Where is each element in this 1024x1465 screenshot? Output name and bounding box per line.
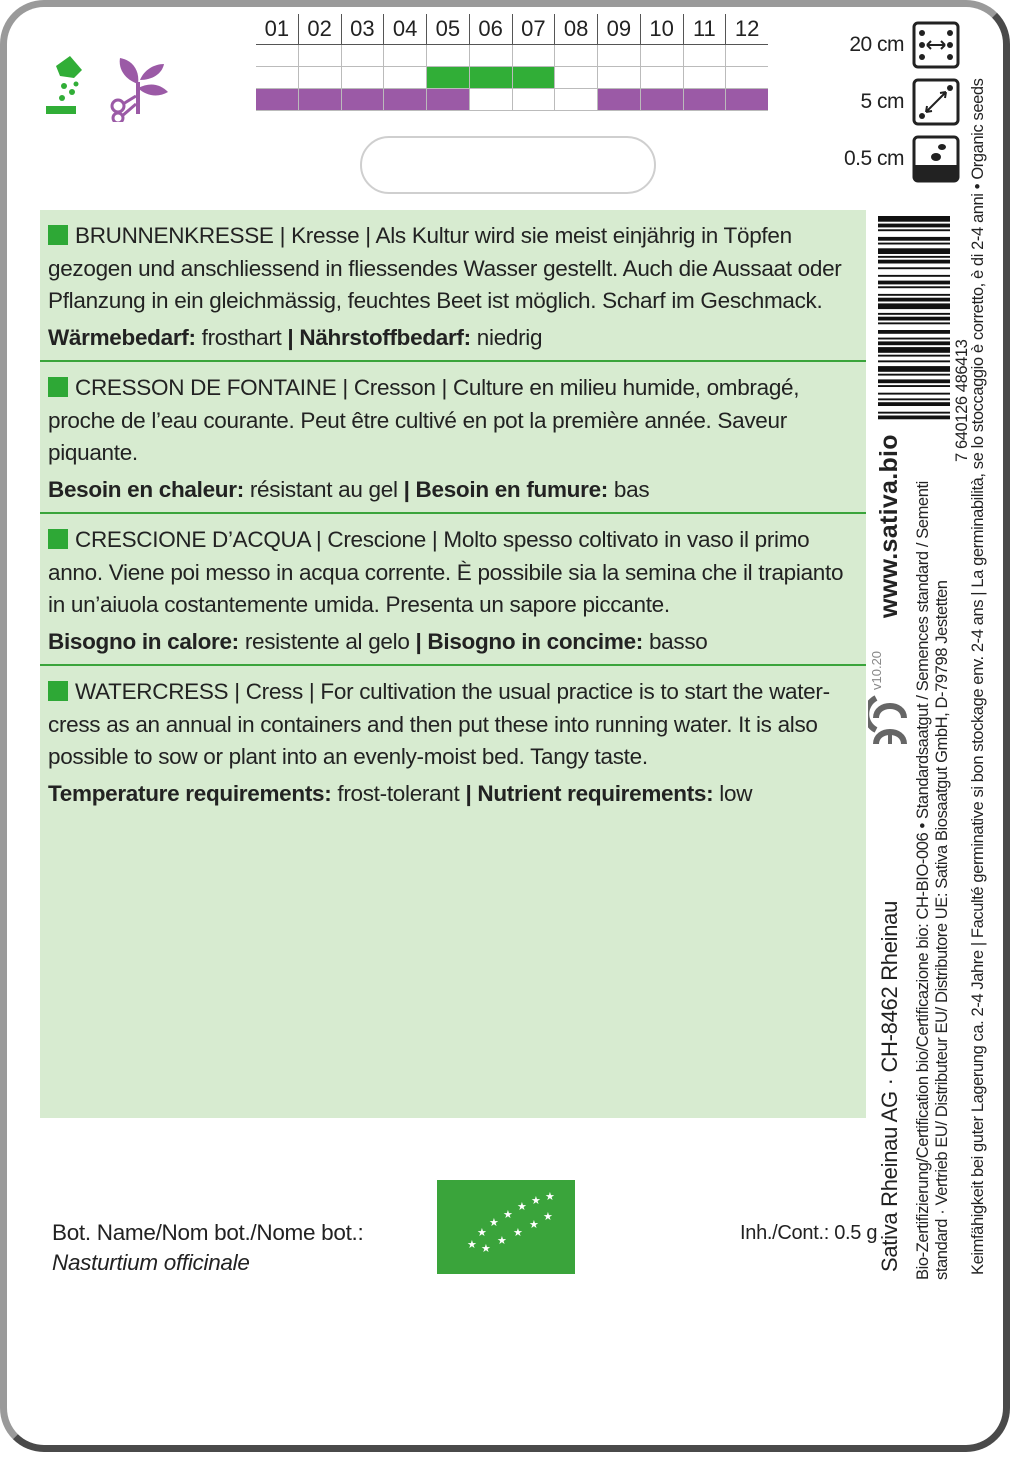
month-label: 03	[341, 14, 384, 44]
germination-info: Keimfähigkeit bei guter Lagerung ca. 2-4 Jahre | Faculté germinative si bon stockage env. 2-4 ans | La germinabilità, se lo stoccaggio è corretto, è di 2-4 anni • Organic seeds	[969, 78, 987, 1275]
eu-star-icon: ★	[467, 1238, 477, 1251]
harvest-cell	[597, 89, 640, 110]
eu-star-icon: ★	[477, 1226, 487, 1239]
harvest-cell	[725, 89, 768, 110]
section-text: CRESCIONE D’ACQUA | Crescione | Molto spesso coltivato in vaso il primo anno. Viene poi messo in acqua corrente. È possibile sia la semina che il trapianto in un’aiuola costantemente umida. Presenta un sapore piccante.	[48, 527, 844, 617]
sowing-cell	[597, 67, 640, 88]
sowing-cell	[512, 67, 555, 88]
section-text: BRUNNENKRESSE | Kresse | Als Kultur wird sie meist einjährig in Töpfen gezogen und anschliessend in fliessendes Wasser gestellt. Auch die Aussaat oder Pflanzung in ein gleichmässig, feuchtes Beet ist möglich. Scharf im Geschmack.	[48, 223, 842, 313]
harvest-cell	[640, 89, 683, 110]
row-spacing-label: 20 cm	[849, 32, 904, 56]
month-label: 05	[426, 14, 469, 44]
sowing-cell	[725, 67, 768, 88]
spacing-legend	[830, 16, 960, 187]
sowing-depth	[830, 130, 960, 187]
month-label: 04	[383, 14, 426, 44]
section-requirements: Temperature requirements: frost-tolerant | Nutrient requirements: low	[48, 780, 753, 806]
calendar-cell	[597, 45, 640, 66]
sowing-calendar	[256, 14, 768, 111]
calendar-cell	[469, 45, 512, 66]
sowing-harvest-icons	[46, 52, 186, 122]
sowing-cell	[554, 67, 597, 88]
harvest-cell	[512, 89, 555, 110]
eu-star-icon: ★	[489, 1216, 499, 1229]
package-content: Inh./Cont.: 0.5 g	[740, 1222, 878, 1244]
green-square-icon	[48, 681, 68, 701]
section-english	[40, 666, 866, 816]
green-square-icon	[48, 225, 68, 245]
sowing-cell	[426, 67, 469, 88]
month-label: 10	[640, 14, 683, 44]
botanical-name-label: Bot. Name/Nom bot./Nome bot.:	[52, 1220, 364, 1245]
section-french	[40, 362, 866, 514]
sowing-cell	[640, 67, 683, 88]
eu-organic-logo	[437, 1180, 575, 1274]
description-panel	[40, 210, 866, 1118]
harvest-cell	[469, 89, 512, 110]
calendar-row-empty	[256, 45, 768, 67]
eu-star-icon: ★	[517, 1200, 527, 1213]
calendar-row-sowing	[256, 67, 768, 89]
calendar-cell	[426, 45, 469, 66]
calendar-months	[256, 14, 768, 44]
section-german	[40, 210, 866, 362]
month-label: 01	[264, 16, 290, 41]
section-text: WATERCRESS | Cress | For cultivation the usual practice is to start the water-cress as an annual in containers and then put these into running water. It is also possible to sow or plant into an evenly-moist bed. Tangy taste.	[48, 679, 830, 769]
calendar-cell	[256, 45, 298, 66]
green-square-icon	[48, 529, 68, 549]
sowing-cell	[683, 67, 726, 88]
harvest-cell	[683, 89, 726, 110]
plant-spacing-label: 5 cm	[860, 89, 904, 113]
calendar-cell	[298, 45, 341, 66]
plant-spacing-icon	[912, 78, 960, 126]
month-label: 11	[683, 14, 726, 44]
section-requirements: Wärmebedarf: frosthart | Nährstoffbedarf: niedrig	[48, 324, 543, 350]
harvest-cell	[341, 89, 384, 110]
calendar-cell	[725, 45, 768, 66]
botanical-name-value: Nasturtium officinale	[52, 1250, 250, 1275]
calendar-cell	[512, 45, 555, 66]
row-spacing	[830, 16, 960, 73]
harvest-cell	[554, 89, 597, 110]
version-label: v10.20	[869, 650, 884, 690]
eu-star-icon: ★	[513, 1226, 523, 1239]
section-italian	[40, 514, 866, 666]
plant-spacing	[830, 73, 960, 130]
eu-star-icon: ★	[543, 1210, 553, 1223]
sowing-depth-label: 0.5 cm	[843, 146, 904, 170]
sowing-cell	[469, 67, 512, 88]
botanical-name	[52, 1218, 363, 1278]
eu-star-icon: ★	[503, 1208, 513, 1221]
sowing-cell	[256, 67, 298, 88]
calendar-cell	[683, 45, 726, 66]
month-label: 08	[554, 14, 597, 44]
sowing-cell	[298, 67, 341, 88]
section-requirements: Bisogno in calore: resistente al gelo | Bisogno in concime: basso	[48, 628, 708, 654]
green-square-icon	[48, 377, 68, 397]
section-requirements: Besoin en chaleur: résistant au gel | Besoin en fumure: bas	[48, 476, 650, 502]
sowing-cell	[383, 67, 426, 88]
website-url[interactable]: www.sativa.bio	[875, 434, 903, 618]
harvest-cell	[256, 89, 298, 110]
eu-star-icon: ★	[545, 1190, 555, 1203]
row-spacing-icon	[912, 21, 960, 69]
harvest-cell	[383, 89, 426, 110]
harvest-cell	[426, 89, 469, 110]
sowing-cell	[341, 67, 384, 88]
harvest-cell	[298, 89, 341, 110]
eu-star-icon: ★	[481, 1242, 491, 1255]
month-label: 12	[725, 14, 768, 44]
direct-sowing-icon	[46, 56, 82, 114]
month-label: 06	[469, 14, 512, 44]
harvest-scissors-icon	[112, 58, 168, 122]
month-label: 07	[512, 14, 555, 44]
calendar-cell	[383, 45, 426, 66]
barcode-number: 7 640126 486413	[953, 339, 971, 462]
calendar-cell	[640, 45, 683, 66]
eu-star-icon: ★	[531, 1194, 541, 1207]
sowing-depth-icon	[912, 135, 960, 183]
certification-info: Bio-Zertifizierung/Certification bio/Certificazione bio: CH-BIO-006 • Standardsaatgut / Semences standard / Sementi standard · Vertrieb EU/ Distributeur EU/ Distributore UE: Sativa Biosaatgut GmbH, D-79798 Jestetten	[914, 481, 951, 1280]
eu-star-icon: ★	[529, 1218, 539, 1231]
calendar-cell	[341, 45, 384, 66]
month-label: 02	[298, 14, 341, 44]
month-label: 09	[597, 14, 640, 44]
eu-star-icon: ★	[497, 1234, 507, 1247]
company-address: Sativa Rheinau AG · CH-8462 Rheinau	[877, 900, 902, 1272]
calendar-row-harvest	[256, 89, 768, 111]
calendar-cell	[554, 45, 597, 66]
hang-hole	[360, 136, 656, 194]
section-text: CRESSON DE FONTAINE | Cresson | Culture en milieu humide, ombragé, proche de l’eau courante. Peut être cultivé en pot la première année. Saveur piquante.	[48, 375, 800, 465]
